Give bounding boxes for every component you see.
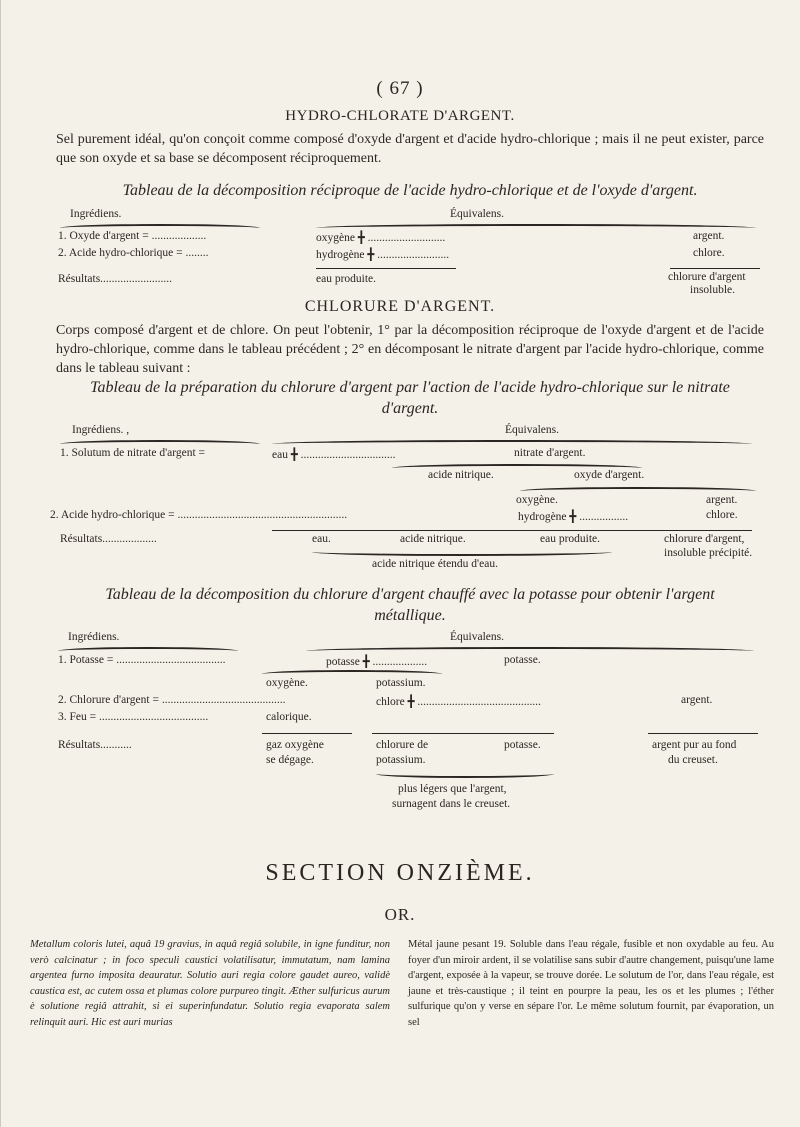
section-title: SECTION ONZIÈME.	[265, 860, 535, 886]
table3-caption-line2: métallique.	[374, 607, 446, 624]
table2-row1-label: 1. Solutum de nitrate d'argent =	[60, 447, 206, 459]
table2-res-chlorure-1: chlorure d'argent,	[664, 533, 745, 545]
table3-head-equivalents: Équivalens.	[450, 631, 504, 643]
table1-row2-mid: hydrogène ╋ .........................	[316, 249, 450, 261]
table3-res-gaz-2: se dégage.	[266, 754, 314, 766]
table3-res-argent-2: du creuset.	[668, 754, 718, 766]
table3-res-chlorure-1: chlorure de	[376, 739, 429, 751]
table1-rule-right	[670, 268, 760, 269]
table2-res-acide: acide nitrique.	[400, 533, 466, 545]
table2-sub-oxygene: oxygène.	[516, 494, 558, 506]
table2-row2-hydrogene: hydrogène ╋ .................	[518, 511, 629, 523]
table2-row2-label: 2. Acide hydro-chlorique = ...........................................................	[50, 509, 348, 521]
table3-caption-line1: Tableau de la décomposition du chlorure d'argent chauffé avec la potasse pour obtenir l'argent	[105, 586, 715, 603]
table1-head-ingredients: Ingrédiens.	[70, 208, 122, 220]
table2-res-chlorure-2: insoluble précipité.	[664, 547, 753, 559]
latin-column: Metallum coloris lutei, aquâ 19 gravius, in aquâ regiâ solubile, in igne funditur, non verò calcinatur ; in foco speculi caustici volatilisatur, immutatum, nam lamina argentea furno imposita deauratur. Solutio auri regia colore gaudet aureo, validè caustica est, ac cutem ossa et plumas colore purpureo tingit. Æther sulfuricus aurum è solutione regiâ attrahit, si ei superinfundatur. Solutio regia evaporata salem relinquit auri. Hic est auri murias	[30, 939, 390, 1028]
table1-head-equivalents: Équivalens.	[450, 208, 504, 220]
table3-row1-mid: potasse ╋ ...................	[326, 656, 428, 668]
french-column: Métal jaune pesant 19. Soluble dans l'eau régale, fusible et non oxydable au feu. Au foyer d'un miroir ardent, il se volatilise sans subir d'autre changement, puisqu'une lame d'argent, exposée à la vapeur, se trouve dorée. Le solutum de l'or, dans l'eau régale, est jaune et très-caustique ; il teint en pourpre la peau, les os et les plumes ; l'éther sulfurique qu'on y verse en sépare l'or. Le même solutum fournit, par évaporation, un sel	[408, 939, 774, 1028]
table3-rule-gaz	[262, 733, 352, 734]
table3-row3-calorique: calorique.	[266, 711, 312, 723]
table3-rule-chlorure	[372, 733, 554, 734]
table2-results-rule	[272, 530, 752, 531]
table3-row2-label: 2. Chlorure d'argent = ...........................................	[58, 694, 286, 706]
table2-row1-eau: eau ╋ .................................	[272, 449, 396, 461]
page-edge	[0, 0, 1, 1127]
table3-brace-results	[376, 770, 554, 778]
table3-sub-oxygene: oxygène.	[266, 677, 308, 689]
table3-sub-potassium: potassium.	[376, 677, 426, 689]
table2-sub-argent: argent.	[706, 494, 738, 506]
table3-row1-right: potasse.	[504, 654, 541, 666]
table2-caption-line2: d'argent.	[381, 400, 439, 417]
table3-head-ingredients: Ingrédiens.	[68, 631, 120, 643]
table2-sub-oxyde: oxyde d'argent.	[574, 469, 645, 481]
table3-row1-label: 1. Potasse = ......................................	[58, 654, 226, 666]
table1-results-right-1: chlorure d'argent	[668, 271, 746, 283]
table1-rule-mid	[316, 268, 456, 269]
table2-res-eau-produite: eau produite.	[540, 533, 601, 545]
table3-res-note-1: plus légers que l'argent,	[398, 783, 507, 795]
table2-res-bottom: acide nitrique étendu d'eau.	[372, 558, 498, 570]
table2-row2-chlore: chlore.	[706, 509, 738, 521]
table2-results-label: Résultats...................	[60, 533, 157, 545]
chlorure-paragraph: Corps composé d'argent et de chlore. On peut l'obtenir, 1° par la décomposition réciproque de l'oxyde d'argent et de l'acide hydro-chlorique, comme dans le tableau précédent ; 2° en décomposant le nitrate d'argent par l'acide hydro-chlorique, comme dans le tableau suivant :	[56, 323, 764, 376]
table2-head-equivalents: Équivalens.	[505, 424, 559, 436]
table1-row1-label: 1. Oxyde d'argent = ...................	[58, 230, 207, 242]
page-number: ( 67 )	[376, 78, 424, 99]
table2-caption-line1: Tableau de la préparation du chlorure d'argent par l'action de l'acide hydro-chlorique sur le nitrate	[90, 379, 730, 396]
table3-row2-chlore: chlore ╋ ...........................................	[376, 696, 542, 708]
table1-row2-label: 2. Acide hydro-chlorique = ........	[58, 247, 209, 259]
table3-res-argent-1: argent pur au fond	[652, 739, 737, 751]
table1-results-mid: eau produite.	[316, 273, 377, 285]
table2-head-ingredients: Ingrédiens. ,	[72, 424, 130, 436]
table3-res-potasse: potasse.	[504, 739, 541, 751]
table1-results-right-2: insoluble.	[690, 284, 736, 296]
table2-row1-nitrate: nitrate d'argent.	[514, 447, 586, 459]
table3-res-chlorure-2: potassium.	[376, 754, 426, 766]
table3-res-note-2: surnagent dans le creuset.	[392, 798, 511, 810]
table3-results-label: Résultats...........	[58, 739, 132, 751]
heading-chlorure: CHLORURE D'ARGENT.	[304, 298, 496, 315]
table3-res-gaz-1: gaz oxygène	[266, 739, 324, 751]
table2-sub-acide: acide nitrique.	[428, 469, 494, 481]
table1-row1-right: argent.	[693, 230, 725, 242]
running-head: HYDRO-CHLORATE D'ARGENT.	[285, 108, 515, 124]
table1-row1-mid: oxygène ╋ ...........................	[316, 232, 446, 244]
table1-caption: Tableau de la décomposition réciproque de l'acide hydro-chlorique et de l'oxyde d'argent.	[122, 182, 698, 199]
intro-paragraph: Sel purement idéal, qu'on conçoit comme composé d'oxyde d'argent et d'acide hydro-chlorique ; mais il ne peut exister, parce que son oxyde et sa base se décomposent réciproquement.	[56, 132, 764, 166]
table3-row2-argent: argent.	[681, 694, 713, 706]
table2-brace-results	[312, 548, 612, 556]
table2-res-eau: eau.	[312, 533, 331, 545]
or-title: OR.	[384, 905, 416, 924]
table1-results-label: Résultats.........................	[58, 273, 173, 285]
table1-row2-right: chlore.	[693, 247, 725, 259]
table3-rule-argent	[648, 733, 758, 734]
table3-row3-label: 3. Feu = ......................................	[58, 711, 209, 723]
